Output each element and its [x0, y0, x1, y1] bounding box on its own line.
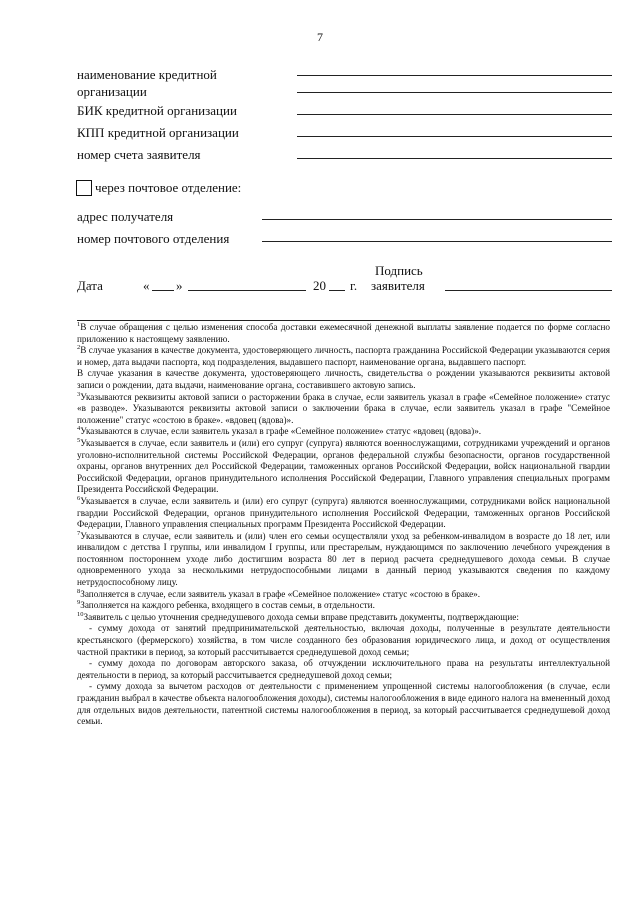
footnote-6: $^6$Указывается в случае, если заявитель и (или) его супруг (супруга) являются военнослужащими, сотрудниками войск национальной гвардии Российской Федерации, органов принудительного исполнения Российской Федерации, таможенных органов Российской Федерации, Главного управления специальных программ Президента Российской Федерации.: [77, 494, 610, 530]
month-line[interactable]: [188, 290, 306, 291]
bank-name-label-line1: наименование кредитной: [77, 67, 217, 82]
footnote-10c: - сумму дохода за вычетом расходов от деятельности с применением упрощенной системы налогообложения (в случае, если гражданин выбрал в качестве объекта налогообложения доходы), системы налогообложения в виде единого налога на вмененный доход для отдельных видов деятельности, патентной системы налогообложения в период, за который рассчитывается среднедушевой доход семьи.: [77, 681, 610, 727]
date-label: Дата: [77, 278, 103, 293]
footnotes: [77, 322, 610, 728]
date-open-quote: «: [143, 278, 150, 293]
post-office-checkbox[interactable]: [76, 180, 92, 196]
footnote-9: $^9$Заполняется на каждого ребенка, входящего в состав семьи, в отдельности.: [77, 599, 375, 611]
post-office-number-label: номер почтового отделения: [77, 231, 230, 246]
footnote-10a: - сумму дохода от занятий предпринимательской деятельностью, включая доходы, полученные в результате деятельности крестьянского (фермерского) хозяйства, в том числе созданного без образования юридического лица, и доход от осуществления частной практики в период, за который рассчитывается среднедушевой доход семьи;: [77, 623, 610, 657]
bank-name-line2[interactable]: [297, 92, 612, 93]
recipient-address-label: адрес получателя: [77, 209, 174, 224]
day-line[interactable]: [152, 290, 174, 291]
signature-label-line2: заявителя: [371, 278, 425, 293]
footnote-5: $^5$Указывается в случае, если заявитель и (или) его супруг (супруга) являются военнослужащими, сотрудниками учреждений и органов уголовно-исполнительной системы Российской Федерации, органов федеральной службы безопасности, органов государственной охраны, органов внутренних дел Российской Федерации, таможенных органов Российской Федерации, войск национальной гвардии Российской Федерации, органов принудительного исполнения Российской Федерации, Главного управления специальных программ Президента Российской Федерации.: [77, 436, 610, 495]
footnote-2: $^2$В случае указания в качестве документа, удостоверяющего личность, паспорта гражданина Российской Федерации указываются серия и номер, дата выдачи паспорта, код подразделения, выдавшего паспорт, наименование органа, выдавшего паспорт.: [77, 344, 610, 367]
bank-name-label-line2: организации: [77, 84, 147, 99]
footnote-10: $^{10}$Заявитель с целью уточнения среднедушевого дохода семьи вправе представить документы, подтверждающие:: [77, 610, 519, 622]
footnote-4: $^4$Указываются в случае, если заявитель указал в графе «Семейное положение» статус «вдовец (вдова)».: [77, 425, 482, 437]
footnote-3: $^3$Указываются реквизиты актовой записи о расторжении брака в случае, если заявитель указал в графе «Семейное положение» статус «в разводе». Указываются реквизиты актовой записи о заключении брака в случае, если заявитель указал в графе "Семейное положение" статус «состою в браке». «вдовец (вдова)».: [77, 390, 610, 425]
footnote-2b: В случае указания в качестве документа, удостоверяющего личность, свидетельства о рождении указываются реквизиты актовой записи о рождении, дата выдачи, наименование органа, составившего актовую запись.: [77, 368, 610, 390]
bik-label: БИК кредитной организации: [77, 103, 237, 118]
account-label: номер счета заявителя: [77, 147, 201, 162]
footnote-10b: - сумму дохода по договорам авторского заказа, об отчуждении исключительного права на результаты интеллектуальной деятельности в период, за который рассчитывается среднедушевой доход семьи;: [77, 658, 610, 680]
footnote-1: $^1$В случае обращения с целью изменения способа доставки ежемесячной денежной выплаты заявление подается по форме согласно приложению к настоящему заявлению.: [77, 320, 610, 344]
signature-line[interactable]: [445, 290, 612, 291]
year-suffix: г.: [350, 278, 358, 293]
post-office-number-line[interactable]: [262, 241, 612, 242]
signature-label-line1: Подпись: [375, 263, 423, 278]
bik-line[interactable]: [297, 114, 612, 115]
kpp-label: КПП кредитной организации: [77, 125, 239, 140]
bank-name-line1[interactable]: [297, 75, 612, 76]
account-line[interactable]: [297, 158, 612, 159]
date-close-quote: »: [176, 278, 183, 293]
footnote-separator: [77, 320, 610, 321]
footnote-7: $^7$Указываются в случае, если заявитель и (или) член его семьи осуществляли уход за ребенком-инвалидом в возрасте до 18 лет, или инвалидом с детства I группы, или инвалидом I группы, или престарелым, нуждающимся по заключению лечебного учреждения в постоянном постороннем уходе либо достигшим возраста 80 лет в период расчета среднедушевого дохода семьи. В случае одновременного ухода за несколькими нетрудоспособными лицами в данный период указываются сведения по каждому нетрудоспособному лицу.: [77, 529, 610, 588]
recipient-address-line[interactable]: [262, 219, 612, 220]
kpp-line[interactable]: [297, 136, 612, 137]
year-prefix: 20: [313, 278, 326, 293]
year-line[interactable]: [329, 290, 345, 291]
footnote-8: $^8$Заполняется в случае, если заявитель указал в графе «Семейное положение» статус «состою в браке».: [77, 587, 481, 599]
post-office-option-label: через почтовое отделение:: [95, 180, 242, 195]
page-number: 7: [317, 30, 323, 44]
